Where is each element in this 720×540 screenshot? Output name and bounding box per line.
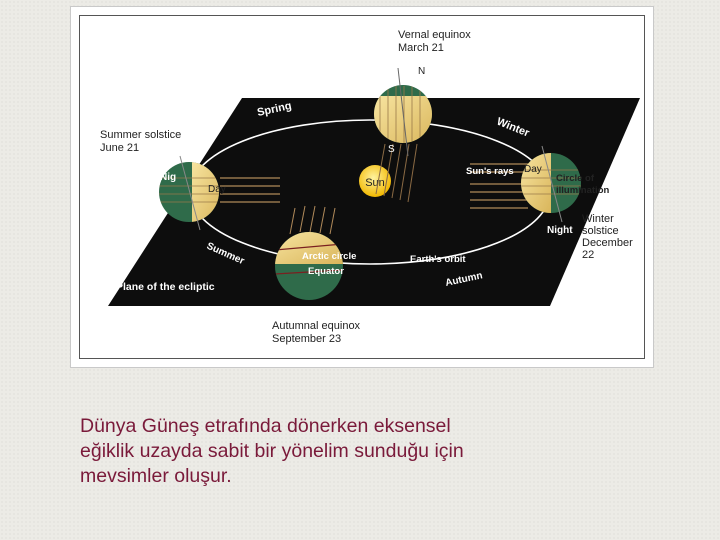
winter-solstice-label-3: December (582, 237, 633, 249)
vernal-equinox-label: Vernal equinox (398, 29, 471, 41)
caption (80, 414, 660, 489)
caption-line-2: eğiklik uzayda sabit bir yönelim sunduğu için (80, 440, 464, 462)
vernal-date-label: March 21 (398, 42, 444, 54)
day-left-label: Day (208, 184, 226, 195)
earths-orbit-label: Earth's orbit (410, 254, 466, 265)
south-pole-label: S (388, 144, 395, 155)
figure-frame (70, 6, 654, 368)
night-left-label: Nig (160, 172, 177, 183)
sun-label: Sun (365, 177, 385, 189)
illumination-label: illumination (556, 185, 610, 196)
circle-of-label: Circle of (556, 173, 595, 184)
season-autumn-label: Autumn (444, 270, 484, 289)
seasons-diagram (80, 16, 644, 358)
day-right-label: Day (524, 164, 542, 175)
caption-line-1: Dünya Güneş etrafında dönerken eksensel (80, 415, 451, 437)
diagram-panel (79, 15, 645, 359)
summer-date-label: June 21 (100, 142, 140, 154)
autumnal-date-label: September 23 (272, 333, 342, 345)
arctic-circle-label: Arctic circle (302, 251, 357, 262)
plane-of-ecliptic-label: Plane of the ecliptic (116, 281, 215, 293)
north-pole-label: N (418, 66, 426, 77)
winter-solstice-label-4: 22 (582, 249, 595, 261)
suns-rays-label: Sun's rays (466, 166, 514, 177)
season-spring-label: Spring (256, 99, 293, 119)
season-summer-label: Summer (204, 240, 246, 268)
summer-solstice-label: Summer solstice (100, 129, 182, 141)
winter-solstice-label-1: Winter (582, 213, 614, 225)
autumnal-equinox-label: Autumnal equinox (272, 320, 361, 332)
equator-label: Equator (308, 266, 344, 277)
caption-line-3: mevsimler oluşur. (80, 465, 232, 487)
season-winter-label: Winter (494, 115, 532, 140)
winter-solstice-label-2: solstice (582, 225, 619, 237)
night-right-label: Night (547, 225, 573, 236)
